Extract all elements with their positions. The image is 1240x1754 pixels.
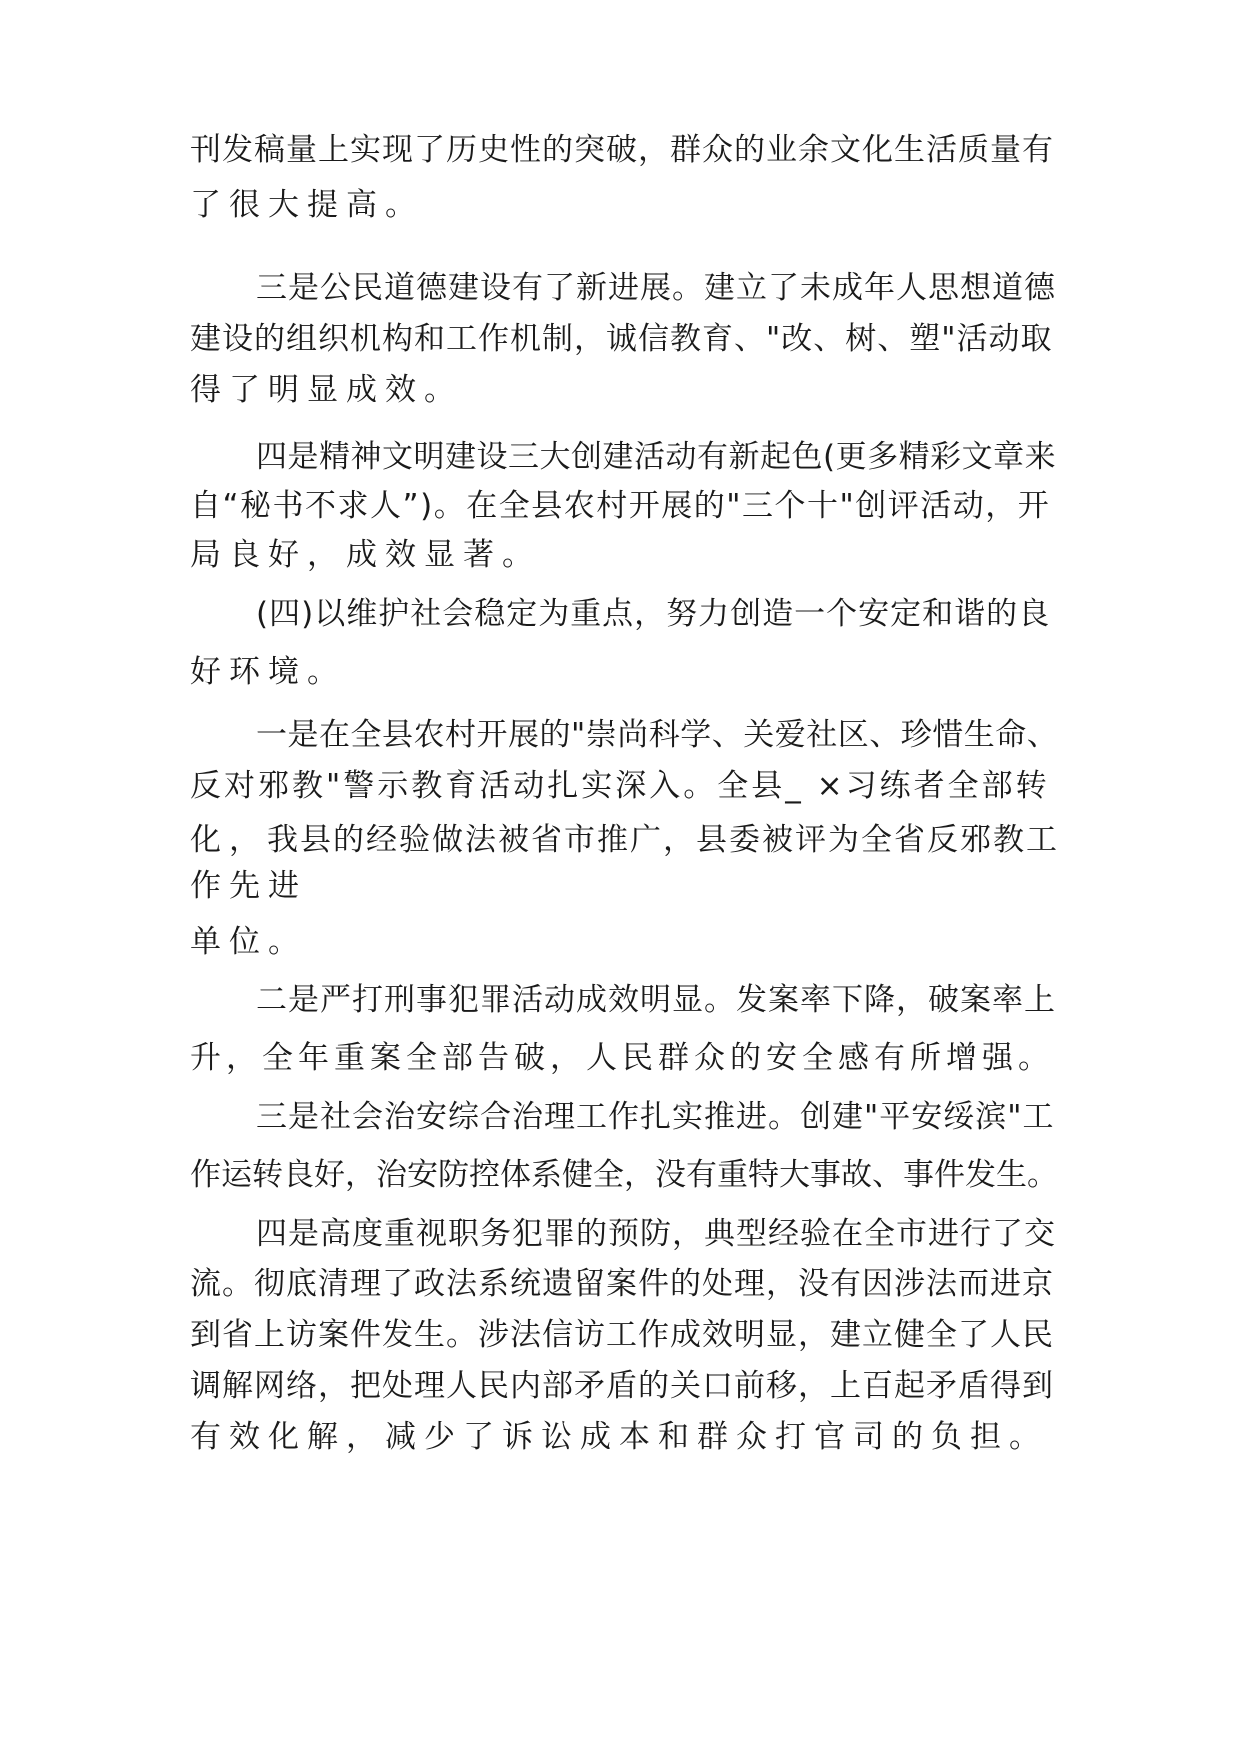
text-line: 作先进 [190,868,307,904]
text-line: (四)以维护社会稳定为重点，努力创造一个安定和谐的良 [256,596,1051,632]
text-line: 自“秘书不求人”)。在全县农村开展的"三个十"创评活动，开 [190,488,1051,524]
text-line: 我县的经验做法被省市推广，县委被评为全省反邪教工 [267,822,1059,858]
text-line: 有效化解，减少了诉讼成本和群众打官司的负担。 [190,1419,1048,1455]
text-line: 刊发稿量上实现了历史性的突破，群众的业余文化生活质量有 [190,132,1054,168]
text-line: 二是严打刑事犯罪活动成效明显。发案率下降，破案率上 [256,982,1056,1018]
text-line: 三是公民道德建设有了新进展。建立了未成年人思想道德 [256,270,1056,306]
text-line: 四是精神文明建设三大创建活动有新起色(更多精彩文章来 [256,439,1057,475]
text-line: 局良好，成效显著。 [190,537,541,573]
text-line: 到省上访案件发生。涉法信访工作成效明显，建立健全了人民 [190,1317,1054,1353]
text-line: 化， [190,822,268,858]
text-line: 单位。 [190,924,307,960]
text-line: 好环境。 [190,654,346,690]
text-line: 反对邪教"警示教育活动扎实深入。全县_ ×习练者全部转 [190,768,1050,804]
text-line: 得了明显成效。 [190,372,463,408]
text-line: 调解网络，把处理人民内部矛盾的关口前移，上百起矛盾得到 [190,1368,1054,1404]
text-line: 作运转良好，治安防控体系健全，没有重特大事故、事件发生。 [190,1157,1058,1193]
text-line: 建设的组织机构和工作机制，诚信教育、"改、树、塑"活动取 [190,321,1053,357]
text-line: 一是在全县农村开展的"崇尚科学、关爱社区、珍惜生命、 [256,717,1059,753]
text-line: 三是社会治安综合治理工作扎实推进。创建"平安绥滨"工 [256,1099,1055,1135]
text-line: 升，全年重案全部告破，人民群众的安全感有所增强。 [190,1040,1054,1076]
text-line: 四是高度重视职务犯罪的预防，典型经验在全市进行了交 [256,1216,1056,1252]
text-line: 了很大提高。 [190,187,424,223]
text-line: 流。彻底清理了政法系统遗留案件的处理，没有因涉法而进京 [190,1266,1054,1302]
